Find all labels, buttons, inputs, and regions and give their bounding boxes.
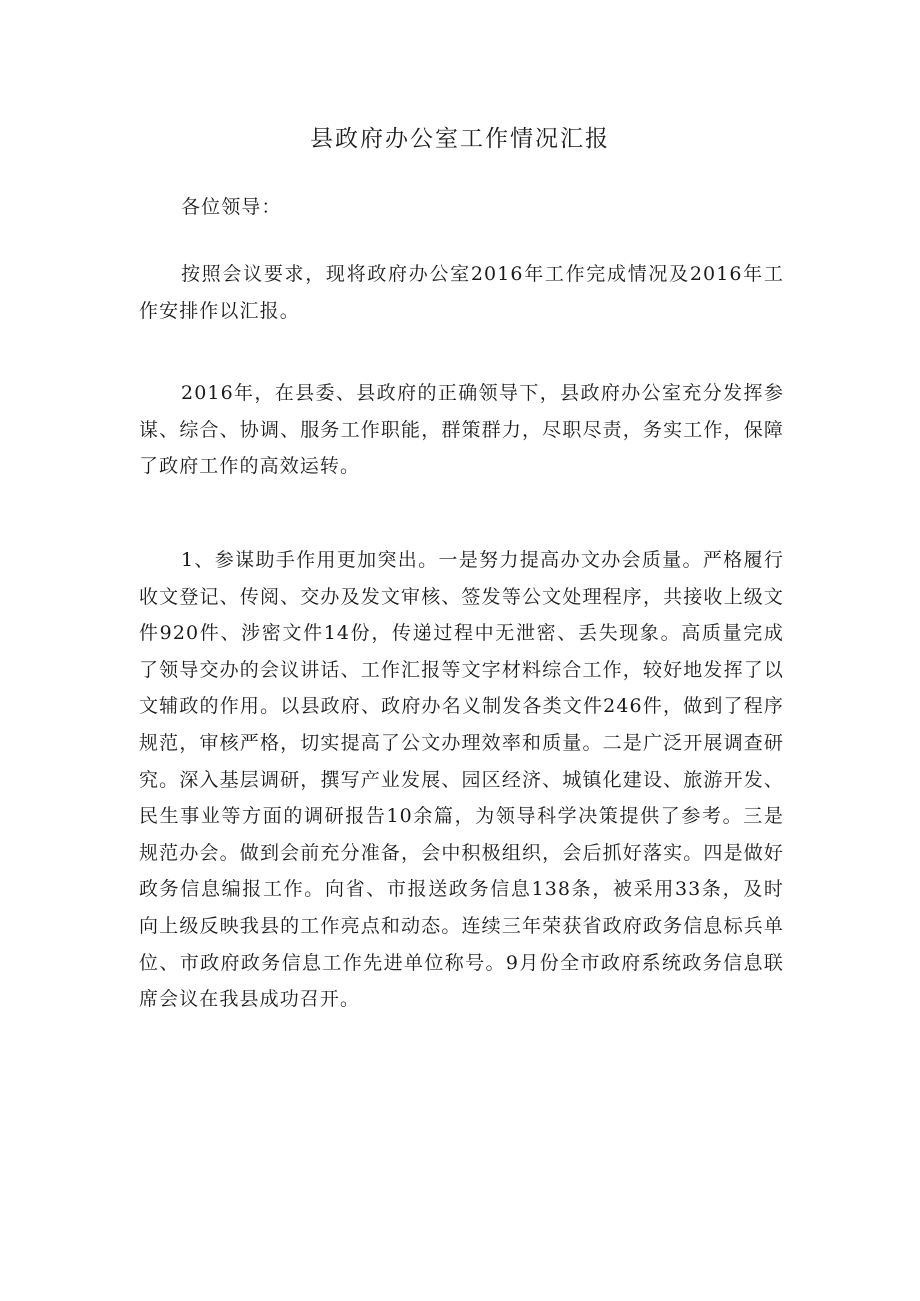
- paragraph-advisory-role: 1、参谋助手作用更加突出。一是努力提高办文办会质量。严格履行收文登记、传阅、交办及发文审核、签发等公文处理程序，共接收上级文件920件、涉密文件14份，传递过程中无泄密、丢失现象。高质量完成了领导交办的会议讲话、工作汇报等文字材料综合工作，较好地发挥了以文辅政的作用。以县政府、政府办名义制发各类文件246件，做到了程序规范，审核严格，切实提高了公文办理效率和质量。二是广泛开展调查研究。深入基层调研，撰写产业发展、园区经济、城镇化建设、旅游开发、民生事业等方面的调研报告10余篇，为领导科学决策提供了参考。三是规范办会。做到会前充分准备，会中积极组织，会后抓好落实。四是做好政务信息编报工作。向省、市报送政务信息138条，被采用33条，及时向上级反映我县的工作亮点和动态。连续三年荣获省政府政务信息标兵单位、市政府政务信息工作先进单位称号。9月份全市政府系统政务信息联席会议在我县成功召开。: [139, 549, 784, 1011]
- paragraph-overview: 2016年，在县委、县政府的正确领导下，县政府办公室充分发挥参谋、综合、协调、服务工作职能，群策群力，尽职尽责，务实工作，保障了政府工作的高效运转。: [139, 382, 784, 478]
- paragraph-intro: 按照会议要求，现将政府办公室2016年工作完成情况及2016年工作安排作以汇报。: [139, 263, 784, 322]
- document-title: 县政府办公室工作情况汇报: [310, 126, 610, 152]
- salutation: 各位领导：: [181, 196, 282, 218]
